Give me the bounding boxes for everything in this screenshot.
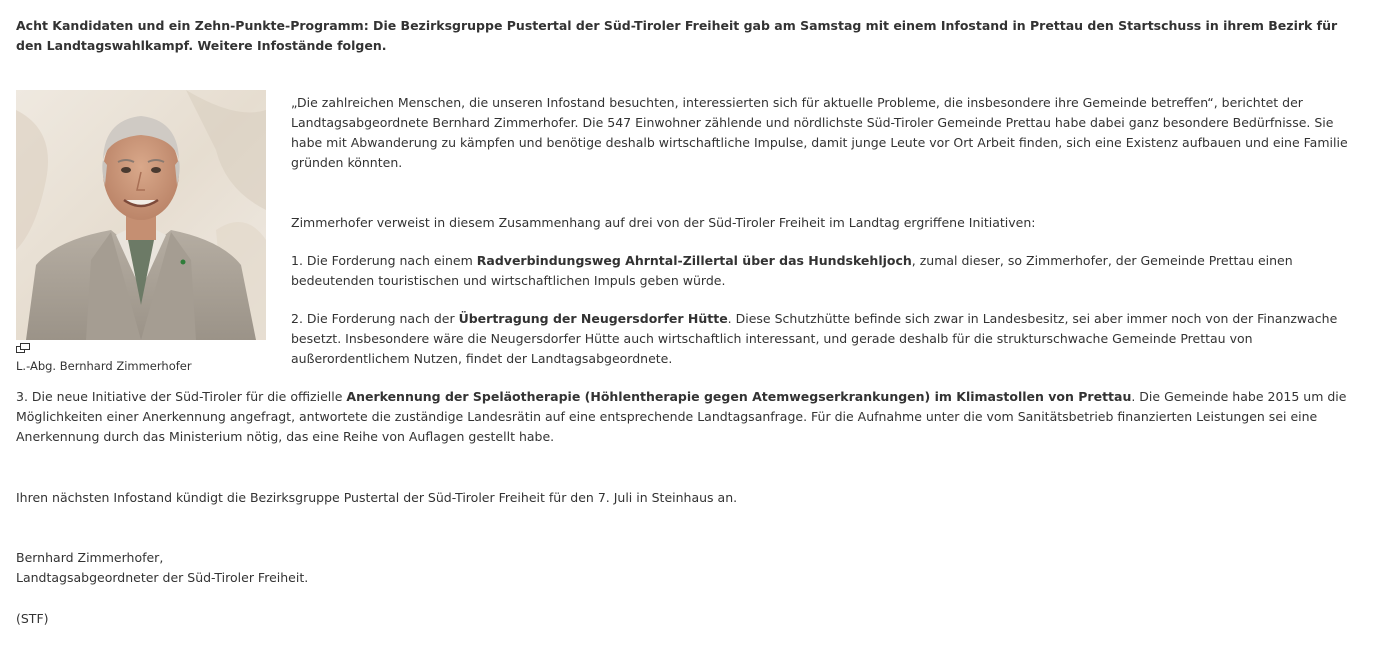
portrait-figure (16, 90, 266, 373)
initiative-3-text-end: . Die Gemeinde habe 2015 um die Möglichkeiten einer Anerkennung angefragt, antwortete die zuständige Landesrätin auf eine entsprechende Landtagsanfrage. Für die Aufnahme unter die vom Sanitätsbetrieb finanzierten Leistungen sei eine Anerkennung durch das Ministerium nötig, das eine Reihe von Auflagen gestellt habe. (16, 389, 1347, 444)
initiative-1-text-end: , zumal dieser, so Zimmerhofer, der Gemeinde Prettau einen bedeutenden touristischen und wirtschaftlichen Impuls geben würde. (291, 253, 1293, 288)
initiative-1-highlight: Radverbindungsweg Ahrntal-Zillertal über das Hundskehljoch (476, 253, 912, 268)
portrait-photo[interactable] (16, 90, 266, 340)
initiative-3-highlight: Anerkennung der Speläotherapie (Höhlentherapie gegen Atemwegserkrankungen) im Klimastollen von Prettau (346, 389, 1132, 404)
initiative-2-text-end: . Diese Schutzhütte befinde sich zwar in Landesbesitz, sei aber immer noch von der Finanzwache besetzt. Insbesondere wäre die Neugersdorfer Hütte auch wirtschaftlich interessant, und gerade deshalb für die strukturschwache Gemeinde Prettau von außerordentlichem Nutzen, findet der Landtagsabgeordnete. (291, 311, 1338, 366)
initiative-2-highlight: Übertragung der Neugersdorfer Hütte (458, 311, 728, 326)
initiative-1-text: 1. Die Forderung nach einem (291, 253, 477, 268)
paragraph-initiatives-intro: Zimmerhofer verweist in diesem Zusammenhang auf drei von der Süd-Tiroler Freiheit im Landtag ergriffene Initiativen: (291, 215, 1036, 230)
photo-caption: L.-Abg. Bernhard Zimmerhofer (16, 359, 192, 373)
article-lead: Acht Kandidaten und ein Zehn-Punkte-Programm: Die Bezirksgruppe Pustertal der Süd-Tiroler Freiheit gab am Samstag mit einem Infostand in Prettau den Startschuss in ihrem Bezirk für den Landtagswahlkampf. Weitere Infostände folgen. (16, 18, 1338, 53)
paragraph-initiative-2 (291, 309, 1366, 369)
initiative-2-text: 2. Die Forderung nach der (291, 311, 459, 326)
source-tag: (STF) (16, 611, 49, 626)
paragraph-next-infostand: Ihren nächsten Infostand kündigt die Bezirksgruppe Pustertal der Süd-Tiroler Freiheit für den 7. Juli in Steinhaus an. (16, 490, 738, 505)
signature-role: Landtagsabgeordneter der Süd-Tiroler Freiheit. (16, 570, 309, 585)
enlarge-image-icon[interactable] (16, 343, 30, 353)
paragraph-initiative-1 (291, 251, 1366, 291)
initiative-3-text: 3. Die neue Initiative der Süd-Tiroler für die offizielle (16, 389, 347, 404)
signature-name: Bernhard Zimmerhofer, (16, 550, 164, 565)
paragraph-quote: „Die zahlreichen Menschen, die unseren Infostand besuchten, interessierten sich für aktuelle Probleme, die insbesondere ihre Gemeinde betreffen“, berichtet der Landtagsabgeordnete Bernhard Zimmerhofer. Die 547 Einwohner zählende und nördlichste Süd-Tiroler Gemeinde Prettau habe dabei ganz besondere Bedürfnisse. Sie habe mit Abwanderung zu kämpfen und benötige deshalb wirtschaftliche Impulse, damit junge Leute vor Ort Arbeit finden, sich eine Existenz aufbauen und eine Familie gründen könnten. (291, 95, 1348, 170)
paragraph-initiative-3 (16, 387, 1361, 447)
